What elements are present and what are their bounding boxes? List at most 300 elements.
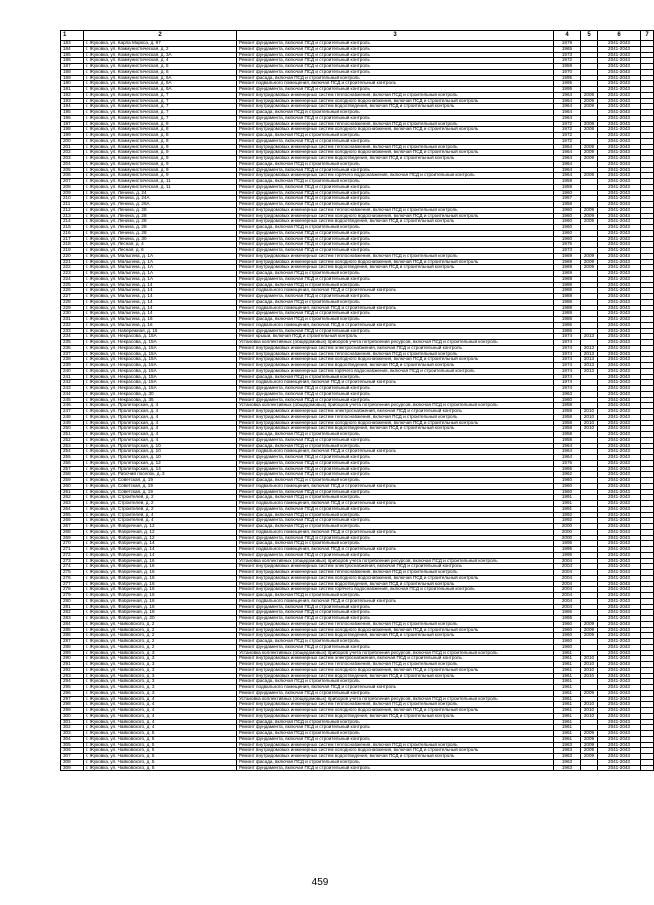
address-cell: г. Жуковка, ул. Чайковского, д. 4	[84, 702, 237, 708]
planned-period-cell: 2041-2043	[598, 81, 641, 87]
work-type-cell: Ремонт внутридомовых инженерных систем теплоснабжения, включая ПСД и строительный контроль	[237, 253, 554, 259]
last-repair-year-cell: 2010	[581, 673, 598, 679]
address-cell: г. Жуковка, ул. Некрасова, д. 15А	[84, 380, 237, 386]
planned-period-cell: 2041-2043	[598, 345, 641, 351]
planned-period-cell: 2041-2043	[598, 725, 641, 731]
address-cell: г. Жуковка, ул. Фабричная, д. 12	[84, 529, 237, 535]
row-number: 230	[61, 311, 84, 317]
row-number: 249	[61, 420, 84, 426]
planned-period-cell: 2041-2043	[598, 121, 641, 127]
work-type-cell: Ремонт внутридомовых инженерных систем водоотведения, включая ПСД и строительный контроль	[237, 673, 554, 679]
work-type-cell: Ремонт фундамента, включая ПСД и строительный контроль	[237, 610, 554, 616]
work-type-cell: Ремонт внутридомовых инженерных систем холодного водоснабжения, включая ПСД и строительный контроль	[237, 667, 554, 673]
planned-period-cell: 2041-2043	[598, 690, 641, 696]
built-year-cell: 1958	[554, 409, 581, 415]
address-cell: г. Жуковка, ул. Пролетарская, д. 4	[84, 437, 237, 443]
row-number: 286	[61, 633, 84, 639]
row-number: 295	[61, 685, 84, 691]
built-year-cell: 1974	[554, 363, 581, 369]
built-year-cell: 1972	[554, 133, 581, 139]
built-year-cell: 1964	[554, 449, 581, 455]
row-number: 288	[61, 644, 84, 650]
row-number: 262	[61, 495, 84, 501]
work-type-cell: Ремонт внутридомовых инженерных систем водоотведения, включая ПСД и строительный контроль	[237, 363, 554, 369]
planned-period-cell: 2041-2043	[598, 685, 641, 691]
row-number: 197	[61, 121, 84, 127]
address-cell: г. Жуковка, ул. Фабричная, д. 14	[84, 552, 237, 558]
planned-period-cell: 2041-2043	[598, 616, 641, 622]
work-type-cell: Ремонт внутридомовых инженерных систем теплоснабжения, включая ПСД и строительный контроль	[237, 621, 554, 627]
last-repair-year-cell: 2009	[581, 754, 598, 760]
address-cell: г. Жуковка, ул. Чайковского, д. 3	[84, 662, 237, 668]
built-year-cell: 1960	[554, 633, 581, 639]
built-year-cell: 1963	[554, 759, 581, 765]
built-year-cell: 1995	[554, 81, 581, 87]
address-cell: г. Жуковка, ул. Малыгина, д. 14	[84, 299, 237, 305]
planned-period-cell: 2041-2043	[598, 426, 641, 432]
built-year-cell: 1961	[554, 731, 581, 737]
row-number: 291	[61, 662, 84, 668]
row-number: 219	[61, 248, 84, 254]
address-cell: г. Жуковка, ул. Пролетарская, д. 10	[84, 443, 237, 449]
row-number: 266	[61, 518, 84, 524]
last-repair-year-cell: 2009	[581, 144, 598, 150]
built-year-cell: 1960	[554, 621, 581, 627]
built-year-cell: 1972	[554, 138, 581, 144]
row-number: 209	[61, 190, 84, 196]
row-number: 257	[61, 466, 84, 472]
planned-period-cell: 2041-2043	[598, 317, 641, 323]
last-repair-year-cell: 2013	[581, 351, 598, 357]
built-year-cell: 1973	[554, 52, 581, 58]
address-cell: г. Жуковка, ул. Советская, д. 19	[84, 489, 237, 495]
work-type-cell: Ремонт внутридомовых инженерных систем холодного водоснабжения, включая ПСД и строительный контроль	[237, 575, 554, 581]
row-number: 302	[61, 725, 84, 731]
row-number: 251	[61, 432, 84, 438]
row-number: 247	[61, 409, 84, 415]
last-repair-year-cell: 2009	[581, 736, 598, 742]
row-number: 206	[61, 173, 84, 179]
work-type-cell: Ремонт фундамента, включая ПСД и строительный контроль	[237, 46, 554, 52]
work-type-cell: Ремонт фасада, включая ПСД и строительный контроль	[237, 110, 554, 116]
address-cell: г. Жуковка, ул. Фабричная, д. 16	[84, 587, 237, 593]
built-year-cell: 1964	[554, 443, 581, 449]
table-row	[61, 765, 654, 771]
built-year-cell: 1961	[554, 679, 581, 685]
row-number: 294	[61, 679, 84, 685]
built-year-cell: 2004	[554, 564, 581, 570]
row-number: 306	[61, 748, 84, 754]
row-number: 240	[61, 368, 84, 374]
row-number: 189	[61, 75, 84, 81]
planned-period-cell: 2041-2043	[598, 587, 641, 593]
work-type-cell: Ремонт подвального помещения, включая ПСД и строительный контроль	[237, 305, 554, 311]
work-type-cell: Ремонт фундамента, включая ПСД и строительный контроль	[237, 202, 554, 208]
row-number: 217	[61, 236, 84, 242]
planned-period-cell: 2041-2043	[598, 518, 641, 524]
built-year-cell: 1974	[554, 345, 581, 351]
planned-period-cell: 2041-2043	[598, 386, 641, 392]
last-repair-year-cell: 2013	[581, 345, 598, 351]
last-repair-year-cell: 2013	[581, 363, 598, 369]
row-number: 282	[61, 610, 84, 616]
work-type-cell: Ремонт внутридомовых инженерных систем водоотведения, включая ПСД и строительный контроль	[237, 426, 554, 432]
page-number: 459	[311, 877, 329, 888]
built-year-cell: 1961	[554, 650, 581, 656]
column-header-5: 5	[581, 31, 598, 41]
built-year-cell: 1963	[554, 391, 581, 397]
built-year-cell: 1963	[554, 748, 581, 754]
planned-period-cell: 2041-2043	[598, 731, 641, 737]
row-number: 277	[61, 581, 84, 587]
built-year-cell: 1964	[554, 144, 581, 150]
address-cell: г. Жуковка, ул. Малыгина, д. 14	[84, 311, 237, 317]
address-cell: г. Жуковка, ул. Малыгина, д. 16	[84, 317, 237, 323]
row-number: 304	[61, 736, 84, 742]
address-cell: г. Жуковка, ул. Чайковского, д. 4	[84, 713, 237, 719]
planned-period-cell: 2041-2043	[598, 466, 641, 472]
built-year-cell: 1986	[554, 322, 581, 328]
work-type-cell: Ремонт фасада, включая ПСД и строительный контроль	[237, 478, 554, 484]
built-year-cell: 1974	[554, 334, 581, 340]
planned-period-cell: 2041-2043	[598, 627, 641, 633]
planned-period-cell: 2041-2043	[598, 460, 641, 466]
work-type-cell: Ремонт подвального помещения, включая ПСД и строительный контроль	[237, 529, 554, 535]
work-type-cell: Ремонт внутридомовых инженерных систем электроснабжения, включая ПСД и строительный контроль	[237, 656, 554, 662]
row-number: 221	[61, 259, 84, 265]
planned-period-cell: 2041-2043	[598, 351, 641, 357]
work-type-cell: Ремонт фундамента, включая ПСД и строительный контроль	[237, 196, 554, 202]
work-type-cell: Ремонт внутридомовых инженерных систем водоотведения, включая ПСД и строительный контроль	[237, 104, 554, 110]
last-repair-year-cell: 2009	[581, 207, 598, 213]
built-year-cell: 1960	[554, 236, 581, 242]
work-type-cell: Ремонт фундамента, включая ПСД и строительный контроль	[237, 41, 554, 47]
planned-period-cell: 2041-2043	[598, 87, 641, 93]
address-cell: г. Жуковка, ул. Лесная, д. 4	[84, 242, 237, 248]
address-cell: г. Жуковка, ул. Коммунистическая, д. 7	[84, 110, 237, 116]
work-type-cell: Ремонт фасада, включая ПСД и строительный контроль	[237, 133, 554, 139]
work-type-cell: Ремонт внутридомовых инженерных систем холодного водоснабжения, включая ПСД и строительный контроль	[237, 127, 554, 133]
planned-period-cell: 2041-2043	[598, 610, 641, 616]
planned-period-cell: 2041-2043	[598, 449, 641, 455]
built-year-cell: 1964	[554, 92, 581, 98]
built-year-cell: 1986	[554, 317, 581, 323]
address-cell: г. Жуковка, ул. Чайковского, д. 3	[84, 690, 237, 696]
address-cell: г. Жуковка, ул. Пролетарская, д. 12	[84, 460, 237, 466]
address-cell: г. Жуковка, ул. Некрасова, д. 15А	[84, 357, 237, 363]
built-year-cell: 1973	[554, 248, 581, 254]
built-year-cell: 1958	[554, 426, 581, 432]
built-year-cell: 1961	[554, 702, 581, 708]
address-cell: г. Жуковка, ул. Ленина, д. 28	[84, 219, 237, 225]
planned-period-cell: 2041-2043	[598, 92, 641, 98]
row-number: 246	[61, 403, 84, 409]
last-repair-year-cell: 2010	[581, 426, 598, 432]
planned-period-cell: 2041-2043	[598, 495, 641, 501]
built-year-cell: 1992	[554, 512, 581, 518]
row-number: 254	[61, 449, 84, 455]
row-number: 303	[61, 731, 84, 737]
work-type-cell: Ремонт фасада, включая ПСД и строительный контроль	[237, 593, 554, 599]
work-type-cell: Ремонт фасада, включая ПСД и строительный контроль	[237, 679, 554, 685]
address-cell: г. Жуковка, ул. Чайковского, д. 3	[84, 679, 237, 685]
address-cell: г. Жуковка, ул. Чайковского, д. 4	[84, 719, 237, 725]
planned-period-cell: 2041-2043	[598, 455, 641, 461]
row-number: 305	[61, 742, 84, 748]
planned-period-cell: 2041-2043	[598, 702, 641, 708]
row-number: 296	[61, 690, 84, 696]
work-type-cell: Ремонт внутридомовых инженерных систем теплоснабжения, включая ПСД и строительный контроль	[237, 742, 554, 748]
repair-schedule-table	[60, 30, 654, 771]
row-number: 285	[61, 627, 84, 633]
address-cell: г. Жуковка, ул. Ленина, д. 28	[84, 230, 237, 236]
work-type-cell: Ремонт фундамента, включая ПСД и строительный контроль	[237, 736, 554, 742]
work-type-cell: Ремонт фасада, включая ПСД и строительный контроль	[237, 524, 554, 530]
built-year-cell: 1961	[554, 662, 581, 668]
work-type-cell: Установка коллективных (общедомовых) приборов учета потребления ресурсов, включая ПСД и строительный контроль	[237, 403, 554, 409]
last-repair-year-cell: 2010	[581, 708, 598, 714]
row-number: 239	[61, 363, 84, 369]
address-cell: г. Жуковка, ул. Пролетарская, д. 10	[84, 455, 237, 461]
last-repair-year-cell: 2009	[581, 219, 598, 225]
built-year-cell: 1959	[554, 184, 581, 190]
planned-period-cell: 2041-2043	[598, 248, 641, 254]
last-repair-year-cell: 2010	[581, 713, 598, 719]
planned-period-cell: 2041-2043	[598, 679, 641, 685]
address-cell: г. Жуковка, ул. Коммунистическая, д. 8	[84, 121, 237, 127]
work-type-cell: Ремонт фундамента, включая ПСД и строительный контроль	[237, 87, 554, 93]
planned-period-cell: 2041-2043	[598, 305, 641, 311]
work-type-cell: Ремонт фундамента, включая ПСД и строительный контроль	[237, 58, 554, 64]
planned-period-cell: 2041-2043	[598, 443, 641, 449]
row-number: 232	[61, 322, 84, 328]
work-type-cell: Ремонт фундамента, включая ПСД и строительный контроль	[237, 437, 554, 443]
last-repair-year-cell: 2008	[581, 121, 598, 127]
column-header-3: 3	[237, 31, 554, 41]
address-cell: г. Жуковка, ул. Пролетарская, д. 4	[84, 432, 237, 438]
address-cell: г. Жуковка, ул. Советская, д. 19	[84, 478, 237, 484]
planned-period-cell: 2041-2043	[598, 403, 641, 409]
built-year-cell: 1959	[554, 179, 581, 185]
work-type-cell: Ремонт внутридомовых инженерных систем холодного водоснабжения, включая ПСД и строительный контроль	[237, 357, 554, 363]
work-type-cell: Ремонт фасада, включая ПСД и строительный контроль	[237, 541, 554, 547]
planned-period-cell: 2041-2043	[598, 535, 641, 541]
last-repair-year-cell: 2009	[581, 104, 598, 110]
built-year-cell: 2004	[554, 558, 581, 564]
last-repair-year-cell: 2009	[581, 253, 598, 259]
planned-period-cell: 2041-2043	[598, 288, 641, 294]
address-cell: г. Жуковка, ул. Пролетарская, д. 10	[84, 449, 237, 455]
row-number: 228	[61, 299, 84, 305]
row-number: 192	[61, 92, 84, 98]
work-type-cell: Ремонт фундамента, включая ПСД и строительный контроль	[237, 190, 554, 196]
row-number: 202	[61, 150, 84, 156]
work-type-cell: Ремонт внутридомовых инженерных систем электроснабжения, включая ПСД и строительный контроль	[237, 409, 554, 415]
address-cell: г. Жуковка, ул. Коммунистическая, д. 7	[84, 98, 237, 104]
work-type-cell: Ремонт фундамента, включая ПСД и строительный контроль	[237, 489, 554, 495]
address-cell: г. Жуковка, ул. Пролетарская, д. 4	[84, 409, 237, 415]
address-cell: г. Жуковка, ул. Коммунистическая, д. 6	[84, 69, 237, 75]
row-number: 274	[61, 564, 84, 570]
built-year-cell: 1960	[554, 190, 581, 196]
planned-period-cell: 2041-2043	[598, 719, 641, 725]
address-cell: г. Жуковка, ул. Некрасова, д. 15А	[84, 374, 237, 380]
row-number: 223	[61, 271, 84, 277]
row-number: 292	[61, 667, 84, 673]
address-cell: г. Жуковка, ул. Коммунистическая, д. 9	[84, 150, 237, 156]
work-type-cell: Ремонт внутридомовых инженерных систем электроснабжения, включая ПСД и строительный контроль	[237, 345, 554, 351]
planned-period-cell: 2041-2043	[598, 144, 641, 150]
address-cell: г. Жуковка, ул. Малыгина, д. 16	[84, 322, 237, 328]
row-number: 208	[61, 184, 84, 190]
built-year-cell: 1961	[554, 690, 581, 696]
address-cell: г. Жуковка, ул. Ленина, д. 24А	[84, 196, 237, 202]
work-type-cell: Ремонт фундамента, включая ПСД и строительный контроль	[237, 472, 554, 478]
row-number: 281	[61, 604, 84, 610]
built-year-cell: 1961	[554, 713, 581, 719]
row-number: 195	[61, 110, 84, 116]
row-number: 255	[61, 455, 84, 461]
work-type-cell: Ремонт внутридомовых инженерных систем теплоснабжения, включая ПСД и строительный контроль	[237, 92, 554, 98]
work-type-cell: Ремонт внутридомовых инженерных систем водоотведения, включая ПСД и строительный контроль	[237, 265, 554, 271]
work-type-cell: Ремонт внутридомовых инженерных систем теплоснабжения, включая ПСД и строительный контроль	[237, 207, 554, 213]
row-number: 241	[61, 374, 84, 380]
last-repair-year-cell: 2009	[581, 156, 598, 162]
planned-period-cell: 2041-2043	[598, 380, 641, 386]
last-repair-year-cell: 2013	[581, 334, 598, 340]
last-repair-year-cell	[581, 765, 598, 771]
planned-period-cell: 2041-2043	[598, 667, 641, 673]
built-year-cell: 1964	[554, 167, 581, 173]
planned-period-cell: 2041-2043	[598, 414, 641, 420]
address-cell: г. Жуковка, ул. Малыгина, д. 14	[84, 282, 237, 288]
planned-period-cell: 2041-2043	[598, 299, 641, 305]
row-number: 237	[61, 351, 84, 357]
address-cell: г. Жуковка, ул. Фабричная, д. 16	[84, 598, 237, 604]
address-cell: г. Жуковка, ул. Коммунистическая, д. 5	[84, 64, 237, 70]
row-number: 233	[61, 328, 84, 334]
row-number: 245	[61, 397, 84, 403]
last-repair-year-cell: 2009	[581, 213, 598, 219]
work-type-cell: Ремонт фундамента, включая ПСД и строительный контроль	[237, 115, 554, 121]
row-number: 253	[61, 443, 84, 449]
column-header-6: 6	[598, 31, 641, 41]
work-type-cell: Ремонт фундамента, включая ПСД и строительный контроль	[237, 236, 554, 242]
address-cell: г. Жуковка, ул. Чайковского, д. 5	[84, 765, 237, 771]
address-cell: г. Жуковка, ул. Чайковского, д. 3	[84, 656, 237, 662]
work-type-cell: Ремонт фундамента, включая ПСД и строительный контроль	[237, 506, 554, 512]
address-cell: г. Жуковка, ул. Чайковского, д. 5	[84, 754, 237, 760]
work-type-cell: Ремонт внутридомовых инженерных систем водоотведения, включая ПСД и строительный контроль	[237, 581, 554, 587]
address-cell: г. Жуковка, ул. Чайковского, д. 3	[84, 667, 237, 673]
row-number: 211	[61, 202, 84, 208]
planned-period-cell: 2041-2043	[598, 765, 641, 771]
column-header-7: 7	[641, 31, 654, 41]
address-cell: г. Жуковка, ул. Чайковского, д. 2	[84, 633, 237, 639]
work-type-cell: Ремонт фасада, включая ПСД и строительный контроль	[237, 432, 554, 438]
address-cell: г. Жуковка, ул. Фабричная, д. 16	[84, 581, 237, 587]
address-cell: г. Жуковка, ул. Коммунистическая, д. 7	[84, 92, 237, 98]
built-year-cell: 1960	[554, 483, 581, 489]
last-repair-year-cell: 2009	[581, 265, 598, 271]
work-type-cell: Ремонт внутридомовых инженерных систем холодного водоснабжения, включая ПСД и строительный контроль	[237, 213, 554, 219]
planned-period-cell: 2041-2043	[598, 98, 641, 104]
address-cell: г. Жуковка, ул. Коммунистическая, д. 11	[84, 179, 237, 185]
row-number: 264	[61, 506, 84, 512]
row-number: 275	[61, 570, 84, 576]
built-year-cell: 1988	[554, 311, 581, 317]
built-year-cell: 1972	[554, 121, 581, 127]
work-type-cell: Ремонт внутридомовых инженерных систем горячего водоснабжения, включая ПСД и строительный контроль	[237, 173, 554, 179]
address-cell: г. Жуковка, ул. Коммунистическая, д. 11	[84, 184, 237, 190]
row-number: 216	[61, 230, 84, 236]
planned-period-cell: 2041-2043	[598, 46, 641, 52]
row-number: 243	[61, 386, 84, 392]
row-number: 210	[61, 196, 84, 202]
planned-period-cell: 2041-2043	[598, 736, 641, 742]
built-year-cell: 1960	[554, 225, 581, 231]
built-year-cell: 1974	[554, 368, 581, 374]
address-cell: г. Жуковка, ул. Малыгина, д. 1А	[84, 271, 237, 277]
built-year-cell: 1958	[554, 420, 581, 426]
work-type-cell: Ремонт внутридомовых инженерных систем водоотведения, включая ПСД и строительный контроль	[237, 754, 554, 760]
planned-period-cell: 2041-2043	[598, 150, 641, 156]
built-year-cell: 1988	[554, 305, 581, 311]
work-type-cell: Ремонт фундамента, включая ПСД и строительный контроль	[237, 386, 554, 392]
planned-period-cell: 2041-2043	[598, 110, 641, 116]
planned-period-cell: 2041-2043	[598, 225, 641, 231]
built-year-cell: 1970	[554, 69, 581, 75]
work-type-cell: Ремонт фундамента, включая ПСД и строительный контроль	[237, 725, 554, 731]
row-number: 207	[61, 179, 84, 185]
row-number: 268	[61, 529, 84, 535]
planned-period-cell: 2041-2043	[598, 489, 641, 495]
row-number: 284	[61, 621, 84, 627]
planned-period-cell: 2041-2043	[598, 472, 641, 478]
address-cell: г. Жуковка, ул. Малыгина, д. 1А	[84, 253, 237, 259]
work-type-cell: Ремонт внутридомовых инженерных систем горячего водоснабжения, включая ПСД и строительный контроль	[237, 368, 554, 374]
planned-period-cell: 2041-2043	[598, 196, 641, 202]
row-number: 248	[61, 414, 84, 420]
built-year-cell: 1988	[554, 299, 581, 305]
row-number: 271	[61, 547, 84, 553]
planned-period-cell: 2041-2043	[598, 621, 641, 627]
planned-period-cell: 2041-2043	[598, 512, 641, 518]
planned-period-cell: 2041-2043	[598, 437, 641, 443]
address-cell: г. Жуковка, ул. Коммунистическая, д. 9	[84, 167, 237, 173]
address-cell: г. Жуковка, ул. Строителей, д. 4	[84, 518, 237, 524]
built-year-cell: 1961	[554, 696, 581, 702]
address-cell: г. Жуковка, ул. Чайковского, д. 2	[84, 627, 237, 633]
work-type-cell: Ремонт внутридомовых инженерных систем теплоснабжения, включая ПСД и строительный контроль	[237, 570, 554, 576]
planned-period-cell: 2041-2043	[598, 127, 641, 133]
built-year-cell: 2000	[554, 535, 581, 541]
address-cell: г. Жуковка, ул. Фабричная, д. 16	[84, 558, 237, 564]
last-repair-year-cell: 2009	[581, 690, 598, 696]
row-number: 227	[61, 294, 84, 300]
address-cell: г. Жуковка, ул. Коммунистическая, д. 9	[84, 156, 237, 162]
row-number: 234	[61, 334, 84, 340]
address-cell: г. Жуковка, ул. Набережная, д. 15	[84, 328, 237, 334]
address-cell: г. Жуковка, ул. Пролетарская, д. 4	[84, 420, 237, 426]
last-repair-year-cell: 2013	[581, 357, 598, 363]
work-type-cell: Установка коллективных (общедомовых) приборов учета потребления ресурсов, включая ПСД и строительный контроль	[237, 696, 554, 702]
last-repair-year-cell: 2010	[581, 656, 598, 662]
work-type-cell: Ремонт фасада, включая ПСД и строительный контроль	[237, 719, 554, 725]
address-cell: г. Жуковка, ул. Фабричная, д. 20	[84, 616, 237, 622]
built-year-cell: 1960	[554, 627, 581, 633]
planned-period-cell: 2041-2043	[598, 598, 641, 604]
